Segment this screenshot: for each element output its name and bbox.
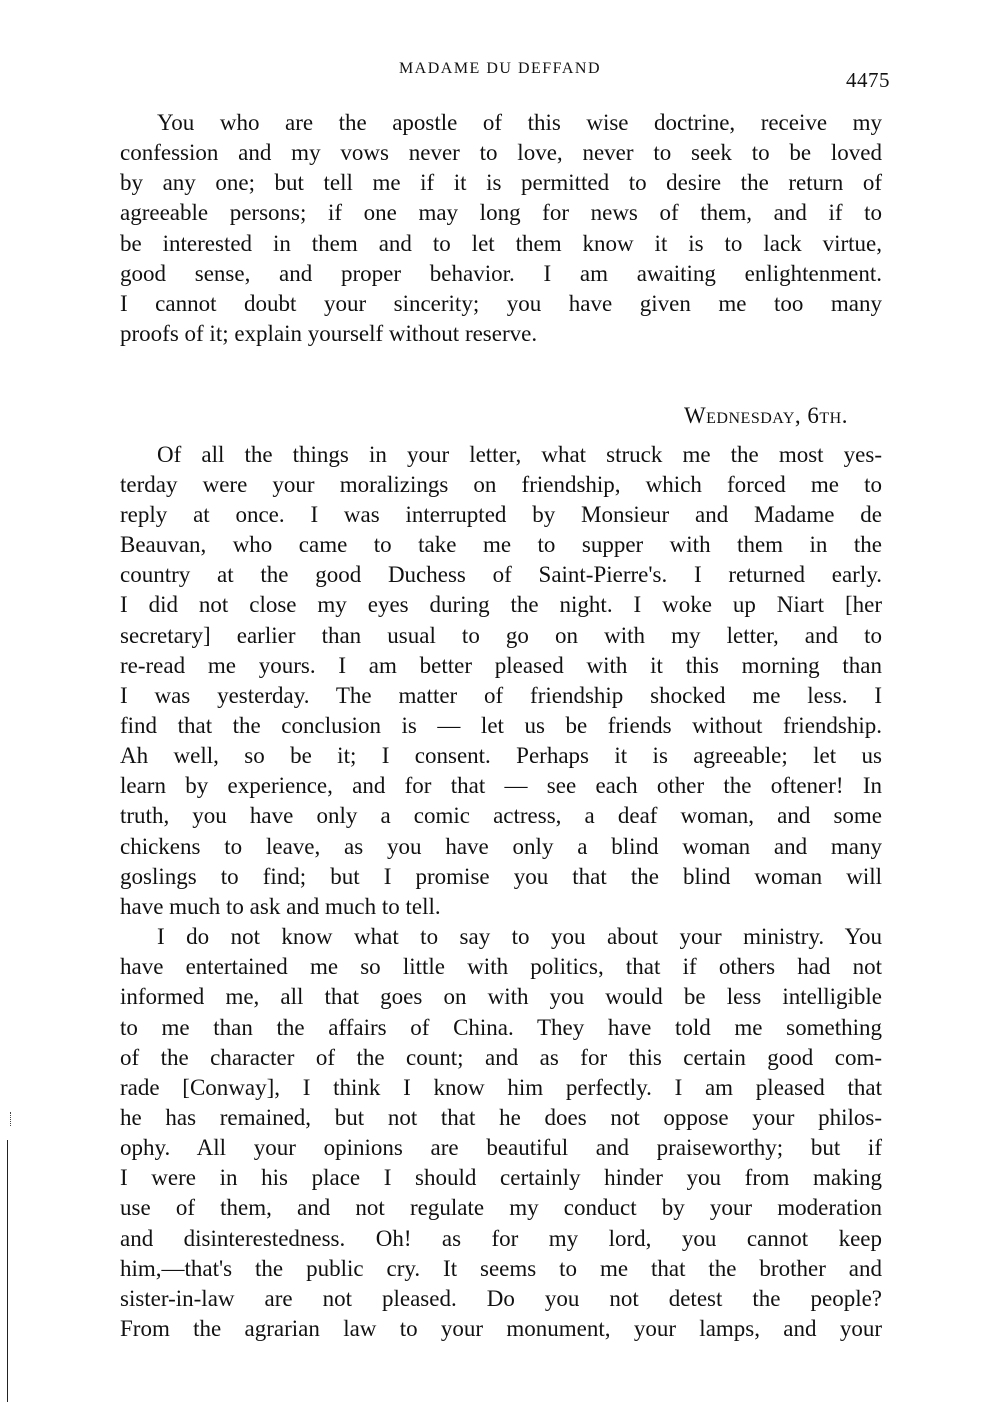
text-line: of the character of the count; and as for this certain good com- [120, 1044, 882, 1070]
text-line: good sense, and proper behavior. I am awaiting enlightenment. [120, 260, 882, 286]
text-line: You who are the apostle of this wise doctrine, receive my [157, 110, 882, 135]
text-line: country at the good Duchess of Saint-Pierre's. I returned early. [120, 562, 882, 588]
text-line: terday were your moralizings on friendship, which forced me to [120, 471, 882, 497]
text-line: Of all the things in your letter, what struck me the most yes- [157, 441, 882, 467]
text-line: reply at once. I was interrupted by Monsieur and Madame de [120, 501, 882, 527]
text-line: I did not close my eyes during the night. I woke up Niart [her [120, 592, 882, 618]
text-line: Ah well, so be it; I consent. Perhaps it is agreeable; let us [120, 743, 882, 769]
text-line: ophy. All your opinions are beautiful and praiseworthy; but if [120, 1135, 882, 1161]
text-line: re-read me yours. I am better pleased with it this morning than [120, 652, 882, 678]
text-line: chickens to leave, as you have only a blind woman and many [120, 833, 882, 859]
letter-dateline: Wednesday, 6th. [683, 403, 848, 428]
text-line: secretary] earlier than usual to go on with my letter, and to [120, 622, 882, 648]
text-line: use of them, and not regulate my conduct by your moderation [120, 1195, 882, 1221]
text-line: informed me, all that goes on with you would be less intelligible [120, 984, 882, 1010]
text-line: find that the conclusion is — let us be friends without friendship. [120, 713, 882, 738]
text-line: have much to ask and much to tell. [120, 893, 441, 919]
text-line: by any one; but tell me if it is permitted to desire the return of [120, 170, 882, 196]
margin-scan-line [7, 1140, 8, 1402]
text-line: Beauvan, who came to take me to supper with them in the [120, 532, 882, 558]
text-line: rade [Conway], I think I know him perfectly. I am pleased that [120, 1074, 882, 1100]
text-line: I cannot doubt your sincerity; you have given me too many [120, 290, 882, 316]
text-line: confession and my vows never to love, never to seek to be loved [120, 140, 882, 166]
text-line: I was yesterday. The matter of friendship shocked me less. I [120, 682, 882, 708]
text-line: have entertained me so little with politics, that if others had not [120, 954, 882, 980]
text-line: and disinterestedness. Oh! as for my lord, you cannot keep [120, 1225, 882, 1251]
text-line: sister-in-law are not pleased. Do you not detest the people? [120, 1285, 882, 1311]
margin-scan-mark [10, 1112, 12, 1126]
text-line: him,—that's the public cry. It seems to me that the brother and [120, 1255, 882, 1281]
text-line: be interested in them and to let them know it is to lack virtue, [120, 230, 882, 256]
page-number: 4475 [846, 68, 890, 92]
text-line: proofs of it; explain yourself without reserve. [120, 321, 538, 347]
text-line: I were in his place I should certainly hinder you from making [120, 1165, 882, 1191]
text-line: goslings to find; but I promise you that the blind woman will [120, 863, 882, 889]
running-title: MADAME DU DEFFAND [398, 60, 602, 77]
text-line: truth, you have only a comic actress, a deaf woman, and some [120, 803, 882, 829]
text-line: agreeable persons; if one may long for news of them, and if to [120, 200, 882, 226]
text-line: learn by experience, and for that — see each other the oftener! In [120, 773, 882, 799]
text-line: I do not know what to say to you about your ministry. You [157, 924, 882, 950]
text-line: he has remained, but not that he does not oppose your philos- [120, 1104, 882, 1130]
text-line: to me than the affairs of China. They have told me something [120, 1014, 882, 1040]
text-line: From the agrarian law to your monument, your lamps, and your [120, 1316, 882, 1341]
